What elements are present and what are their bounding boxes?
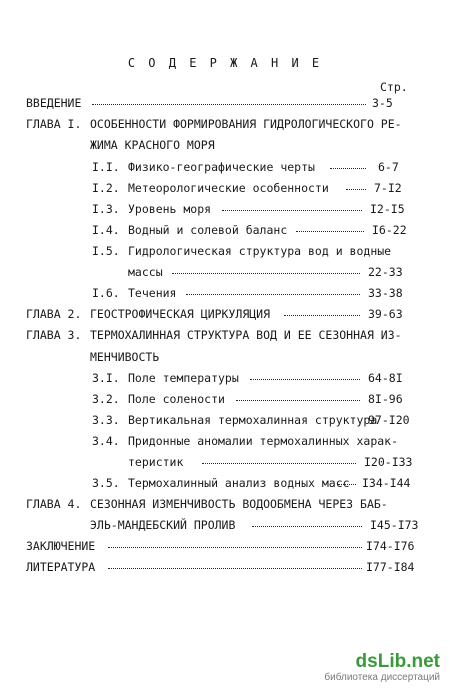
- toc-section-number: 3.3.: [92, 413, 120, 427]
- toc-section-number: I.3.: [92, 202, 120, 216]
- leader-dots: [252, 526, 362, 527]
- toc-entry-pages: I34-I44: [362, 476, 411, 490]
- toc-section-title: Поле температуры: [128, 371, 239, 385]
- toc-section-title: Метеорологические особенности: [128, 181, 329, 195]
- toc-section-number: 3.I.: [92, 371, 120, 385]
- leader-dots: [338, 484, 356, 485]
- leader-dots: [346, 189, 366, 190]
- leader-dots: [108, 547, 362, 548]
- toc-entry-pages: I45-I73: [370, 518, 419, 532]
- toc-entry-pages: 6-7: [378, 160, 399, 174]
- toc-chapter-label: ГЛАВА 3.: [26, 328, 82, 342]
- toc-chapter-title-cont: ЭЛЬ-МАНДЕБСКИЙ ПРОЛИВ: [90, 518, 236, 532]
- leader-dots: [222, 210, 362, 211]
- leader-dots: [236, 400, 360, 401]
- toc-section-number: I.5.: [92, 244, 120, 258]
- toc-entry-label: ЗАКЛЮЧЕНИЕ: [26, 539, 96, 553]
- toc-entry-pages: 3-5: [372, 96, 393, 110]
- toc-chapter-title: ОСОБЕННОСТИ ФОРМИРОВАНИЯ ГИДРОЛОГИЧЕСКОГО РЕ-: [90, 117, 402, 131]
- watermark-logo: [324, 652, 440, 684]
- toc-entry-pages: 64-8I: [368, 371, 403, 385]
- leader-dots: [172, 273, 360, 274]
- toc-section-number: 3.5.: [92, 476, 120, 490]
- toc-chapter-label: ГЛАВА I.: [26, 117, 82, 131]
- toc-entry-pages: 7-I2: [374, 181, 402, 195]
- toc-chapter-title: ГЕОСТРОФИЧЕСКАЯ ЦИРКУЛЯЦИЯ: [90, 307, 271, 321]
- watermark-name: dsLib.net: [355, 651, 440, 672]
- toc-entry-pages: 33-38: [368, 286, 403, 300]
- leader-dots: [186, 294, 360, 295]
- toc-section-title: Гидрологическая структура вод и водные: [128, 244, 392, 258]
- toc-section-number: I.6.: [92, 286, 120, 300]
- leader-dots: [284, 315, 360, 316]
- toc-section-title: Термохалинный анализ водных масс: [128, 476, 350, 490]
- leader-dots: [202, 463, 356, 464]
- toc-entry-pages: I2-I5: [370, 202, 405, 216]
- toc-chapter-title: ТЕРМОХАЛИННАЯ СТРУКТУРА ВОД И ЕЕ СЕЗОННАЯ ИЗ-: [90, 328, 402, 342]
- toc-entry-pages: I74-I76: [366, 539, 415, 553]
- leader-dots: [108, 568, 362, 569]
- toc-entry-pages: I6-22: [372, 223, 407, 237]
- toc-section-number: I.I.: [92, 160, 120, 174]
- page-column-header: Стр.: [380, 80, 408, 94]
- toc-section-title: Уровень моря: [128, 202, 212, 216]
- toc-entry-pages: 22-33: [368, 265, 403, 279]
- toc-section-number: I.4.: [92, 223, 120, 237]
- toc-section-number: 3.2.: [92, 392, 120, 406]
- toc-section-title: Поле солености: [128, 392, 225, 406]
- toc-chapter-label: ГЛАВА 4.: [26, 497, 82, 511]
- watermark-subtitle: библиотека диссертаций: [324, 672, 440, 683]
- toc-entry-pages: 39-63: [368, 307, 403, 321]
- toc-entry-label: ЛИТЕРАТУРА: [26, 560, 96, 574]
- toc-section-title: Физико-географические черты: [128, 160, 315, 174]
- toc-chapter-label: ГЛАВА 2.: [26, 307, 82, 321]
- toc-section-number: 3.4.: [92, 434, 120, 448]
- toc-section-title: Водный и солевой баланс: [128, 223, 288, 237]
- toc-chapter-title: СЕЗОННАЯ ИЗМЕНЧИВОСТЬ ВОДООБМЕНА ЧЕРЕЗ БАБ-: [90, 497, 388, 511]
- toc-chapter-title-cont: ЖИМА КРАСНОГО МОРЯ: [90, 138, 215, 152]
- toc-section-title: Придонные аномалии термохалинных харак-: [128, 434, 399, 448]
- toc-entry-pages: 97-I20: [368, 413, 410, 427]
- toc-section-number: I.2.: [92, 181, 120, 195]
- toc-section-title-cont: теристик: [128, 455, 184, 469]
- toc-section-title: Течения: [128, 286, 177, 300]
- toc-entry-label: ВВЕДЕНИЕ: [26, 96, 82, 110]
- page-title: С О Д Е Р Ж А Н И Е: [127, 56, 323, 70]
- leader-dots: [92, 104, 366, 105]
- toc-section-title-cont: массы: [128, 265, 163, 279]
- toc-section-title: Вертикальная термохалинная структура: [128, 413, 378, 427]
- leader-dots: [330, 168, 366, 169]
- toc-entry-pages: I77-I84: [366, 560, 415, 574]
- leader-dots: [296, 231, 364, 232]
- toc-entry-pages: 8I-96: [368, 392, 403, 406]
- leader-dots: [250, 379, 360, 380]
- toc-chapter-title-cont: МЕНЧИВОСТЬ: [90, 350, 160, 364]
- toc-entry-pages: I20-I33: [364, 455, 413, 469]
